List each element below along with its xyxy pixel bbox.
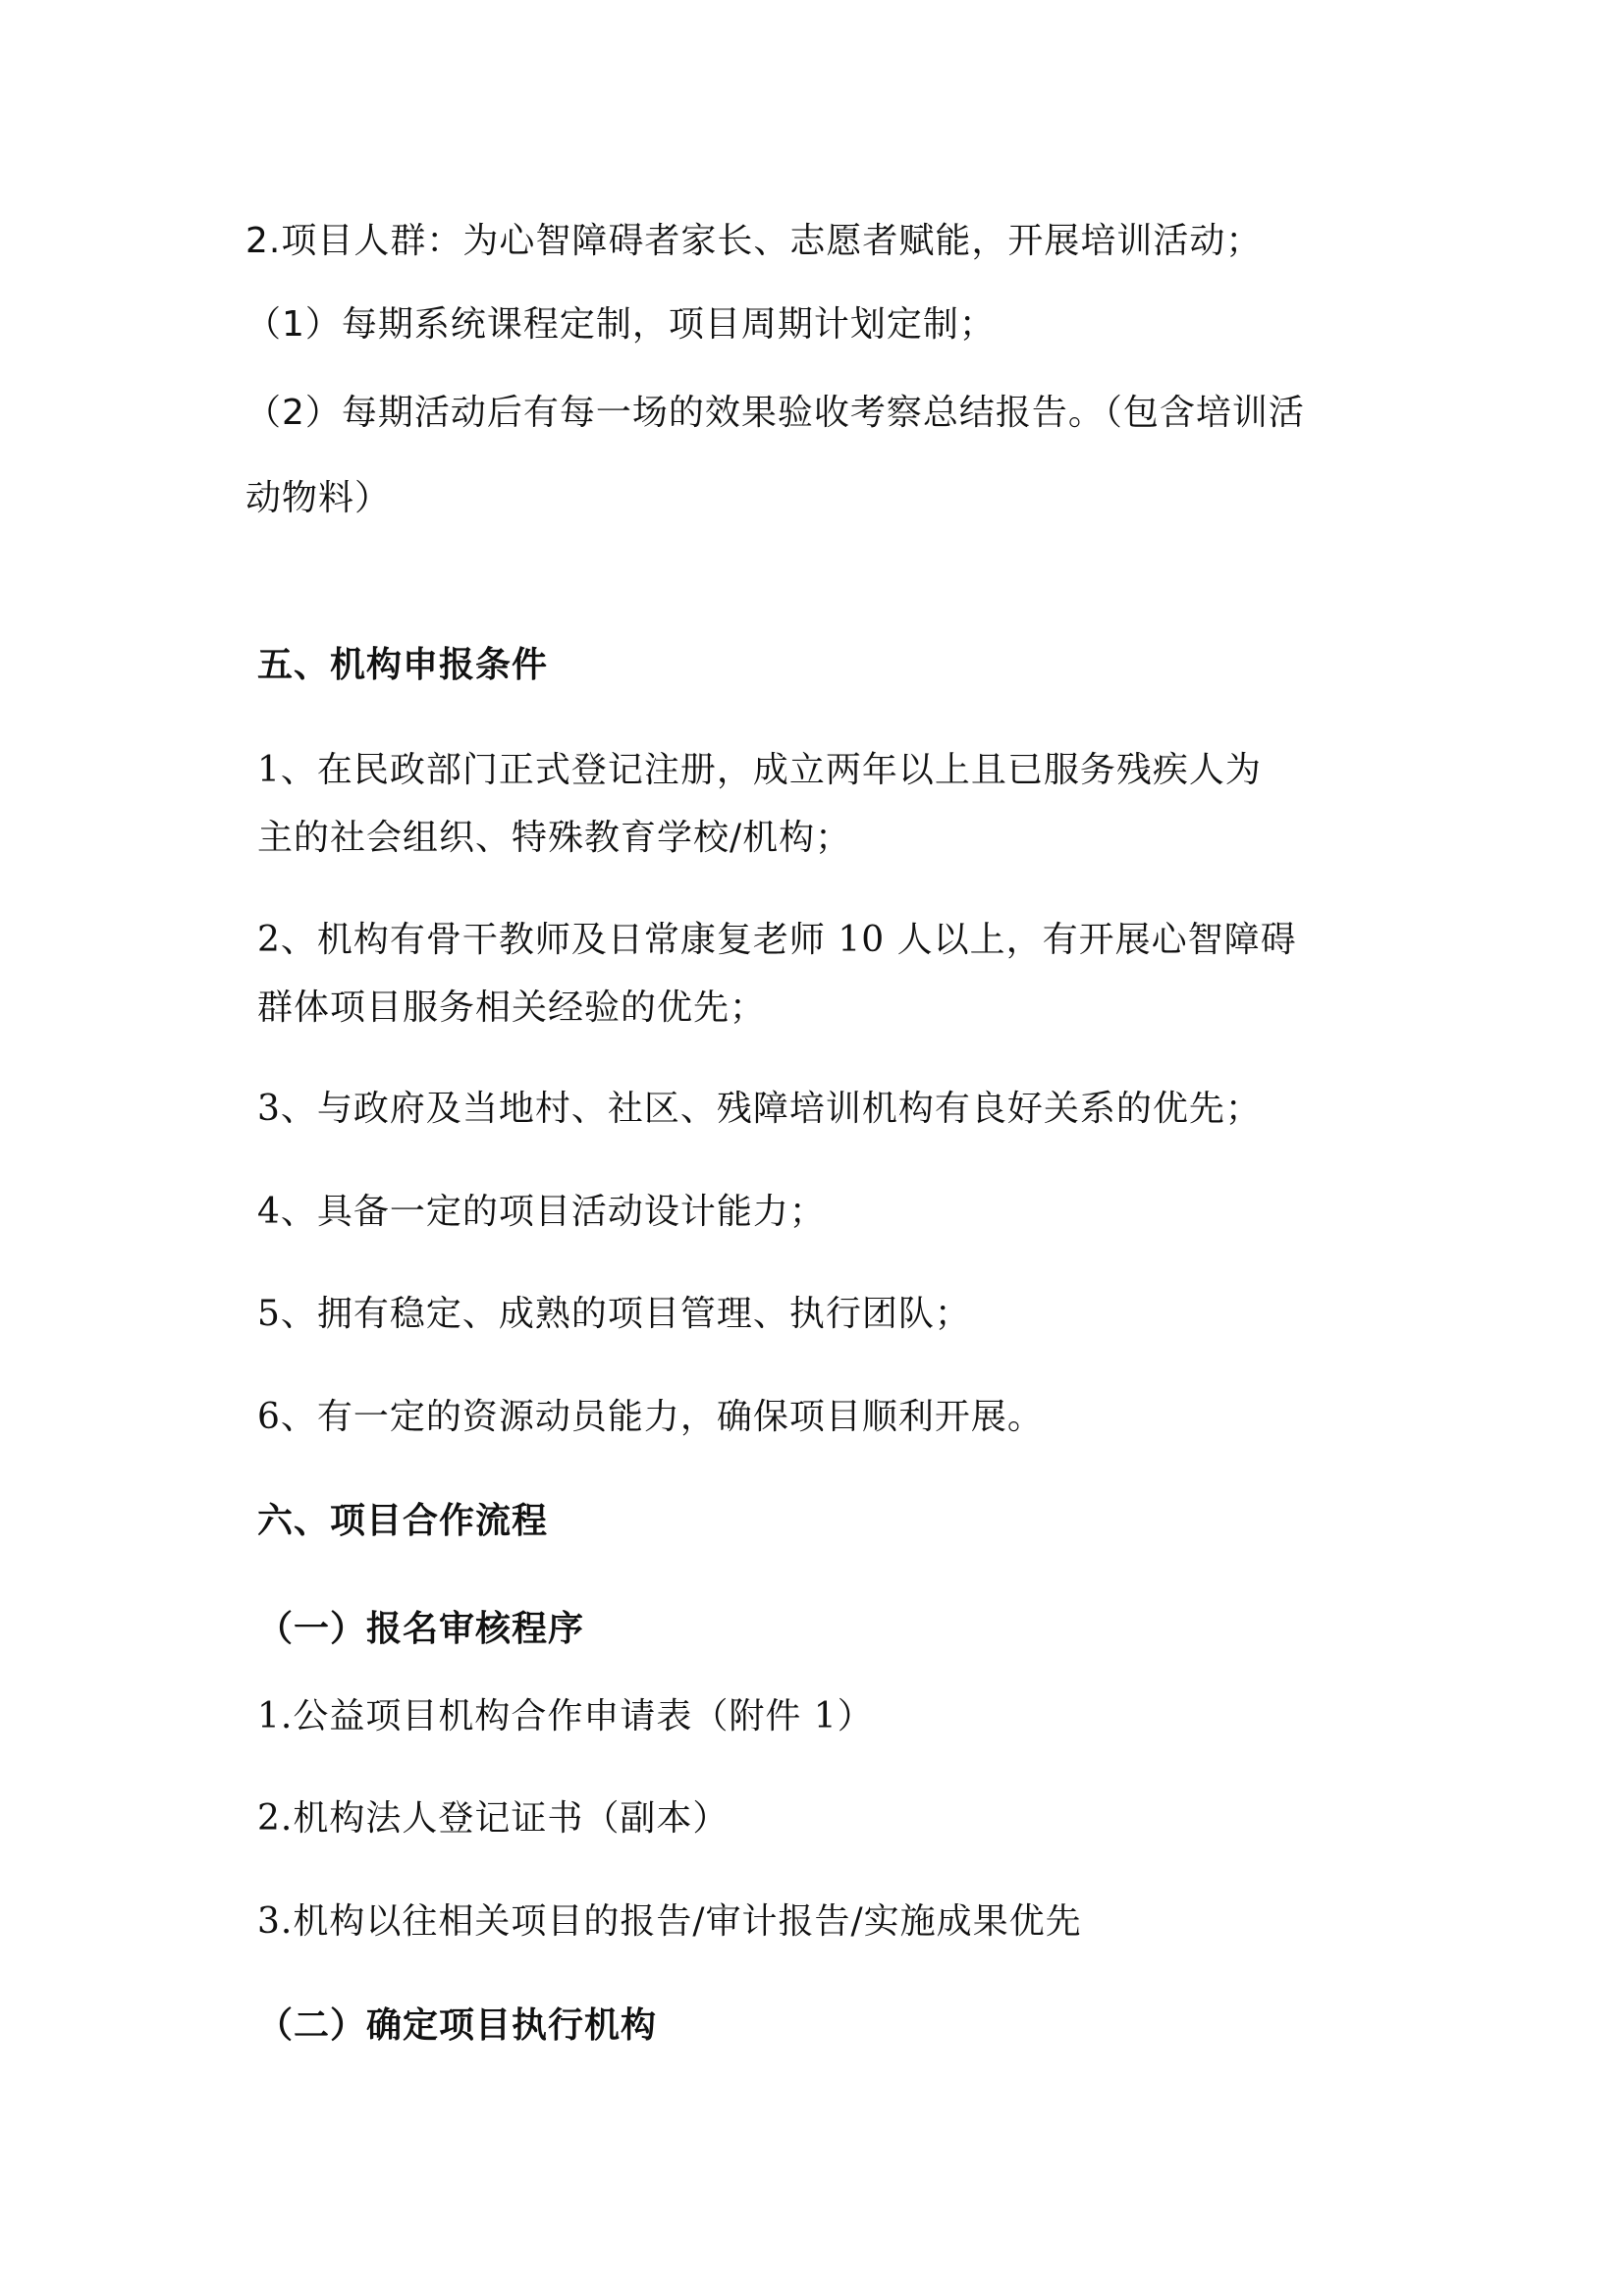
project-people-item-1: （1）每期系统课程定制，项目周期计划定制； <box>245 304 996 345</box>
section-5-item-1-line-1: 1、在民政部门正式登记注册，成立两年以上且已服务残疾人为 <box>257 750 1262 790</box>
section-5-title: 五、机构申报条件 <box>257 645 549 685</box>
section-5-item-2-line-2: 群体项目服务相关经验的优先； <box>257 988 767 1028</box>
section-6-sub-1-title: （一）报名审核程序 <box>257 1609 585 1649</box>
section-6-sub-2-title: （二）确定项目执行机构 <box>257 2005 658 2046</box>
section-6-sub-1-item-3: 3.机构以往相关项目的报告/审计报告/实施成果优先 <box>257 1901 1082 1942</box>
section-5-item-6: 6、有一定的资源动员能力，确保项目顺利开展。 <box>257 1397 1044 1437</box>
section-6-title: 六、项目合作流程 <box>257 1501 549 1541</box>
section-5-item-3: 3、与政府及当地村、社区、残障培训机构有良好关系的优先； <box>257 1089 1262 1129</box>
section-5-item-4: 4、具备一定的项目活动设计能力； <box>257 1192 826 1232</box>
section-6-sub-1-item-1: 1.公益项目机构合作申请表（附件 1） <box>257 1696 874 1736</box>
project-people-heading: 2.项目人群：为心智障碍者家长、志愿者赋能，开展培训活动； <box>245 221 1263 261</box>
section-5-item-5: 5、拥有稳定、成熟的项目管理、执行团队； <box>257 1294 971 1334</box>
project-people-item-2-line-2: 动物料） <box>245 478 392 518</box>
section-5-item-2-line-1: 2、机构有骨干教师及日常康复老师 10 人以上，有开展心智障碍 <box>257 920 1297 960</box>
project-people-item-2-line-1: （2）每期活动后有每一场的效果验收考察总结报告。（包含培训活 <box>245 393 1305 433</box>
section-5-item-1-line-2: 主的社会组织、特殊教育学校/机构； <box>257 818 852 858</box>
section-6-sub-1-item-2: 2.机构法人登记证书（副本） <box>257 1798 730 1839</box>
